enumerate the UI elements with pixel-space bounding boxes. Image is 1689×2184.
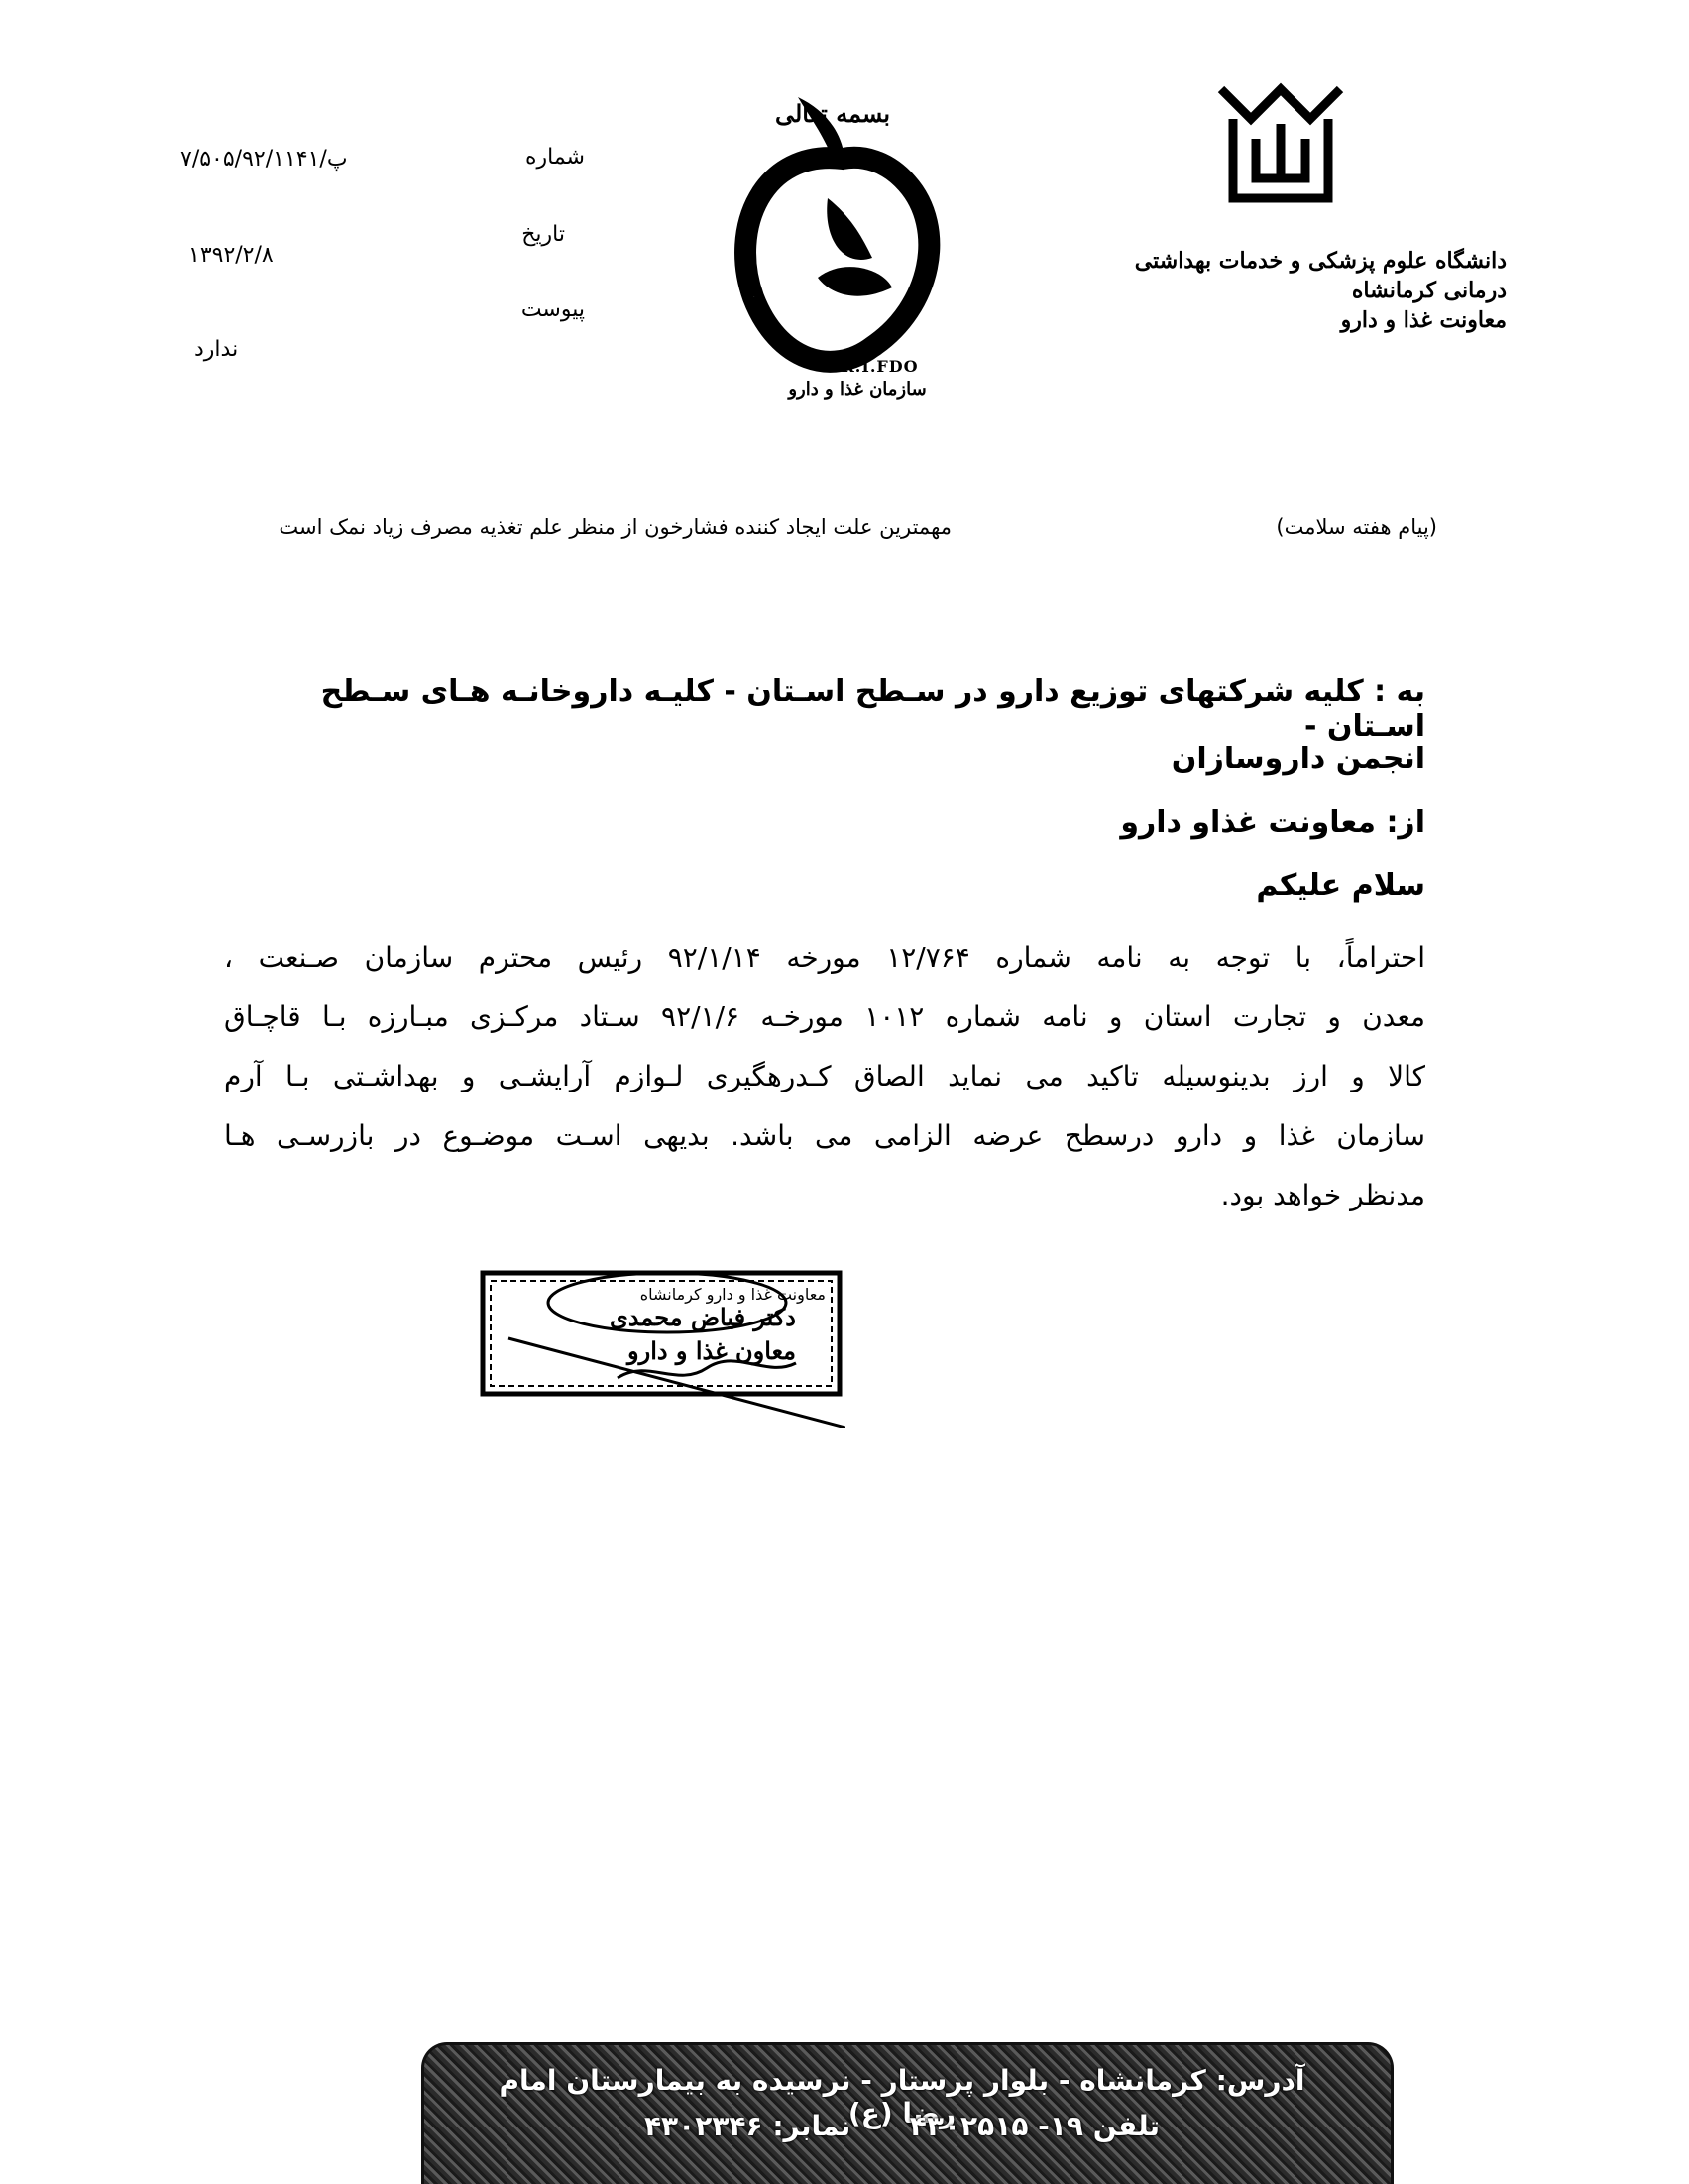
sender-line: از: معاونت غذاو دارو (1120, 805, 1425, 840)
attachment-value: ندارد (194, 337, 239, 362)
university-name-line2: معاونت غذا و دارو (1340, 307, 1507, 333)
footer-contact (476, 2110, 1328, 2142)
stamp-title: معاون غذا و دارو (627, 1336, 796, 1365)
date-value: ۱۳۹۲/۲/۸ (188, 243, 274, 268)
recipient-line-2: انجمن داروسازان (1171, 742, 1425, 776)
university-logo-icon (1211, 79, 1350, 208)
attachment-label: پیوست (520, 297, 585, 322)
greeting: سلام علیکم (1256, 868, 1425, 903)
official-stamp (479, 1269, 845, 1428)
number-label: شماره (524, 145, 585, 170)
stamp-top-line: معاونت غذا و دارو کرمانشاه (639, 1285, 826, 1304)
emblem-latin-text: I.R.I.FDO (826, 357, 919, 376)
footer-phone: تلفن ۱۹- ۴۳۰۲۵۱۵ (909, 2110, 1161, 2142)
stamp-name: دکتر فیاض محمدی (610, 1303, 796, 1331)
health-week-label: (پیام هفته سلامت) (1276, 516, 1437, 539)
body-line-5: مدنظر خواهد بود. (1220, 1179, 1425, 1211)
body-line-2: معدن و تجارت استان و نامه شماره ۱۰۱۲ مورخـه ۹۲/۱/۶ سـتاد مرکـزی مبـارزه بـا قاچـاق (224, 1000, 1425, 1033)
university-name (1080, 246, 1507, 335)
body-line-3: کالا و ارز بدینوسیله تاکید می نماید الصاق کـدرهگیری لـوازم آرایشـی و بهداشـتی بـا آرم (224, 1060, 1425, 1092)
recipient-line-1: به : کلیه شرکتهای توزیع دارو در سـطح اسـتان - کلیـه داروخانـه هـای سـطح اسـتان - (320, 674, 1425, 744)
footer-address: آدرس: کرمانشاه - بلوار پرستار - نرسیده به بیمارستان امام رضا (ع) (499, 2064, 1305, 2129)
salt-health-message: مهمترین علت ایجاد کننده فشارخون از منظر علم تغذیه مصرف زیاد نمک است (279, 516, 952, 539)
number-value: ۷/۵۰۵/۹۲/۱۱۴۱/پ (180, 147, 348, 172)
emblem-heading: بسمه تعالی (774, 99, 891, 128)
university-name-line1: دانشگاه علوم پزشکی و خدمات بهداشتی درمانی کرمانشاه (1134, 248, 1507, 303)
body-line-4: سازمان غذا و دارو درسطح عرضه الزامی می باشد. بدیهی اسـت موضـوع در بازرسـی هـا (224, 1119, 1425, 1152)
footer-fax: نمابر: ۴۳۰۲۳۴۶ (643, 2110, 851, 2142)
date-label: تاریخ (521, 222, 565, 247)
body-line-1: احتراماً، با توجه به نامه شماره ۱۲/۷۶۴ مورخه ۹۲/۱/۱۴ رئیس محترم سازمان صـنعت ، (224, 941, 1425, 974)
emblem-organization-name: سازمان غذا و دارو (788, 379, 927, 400)
